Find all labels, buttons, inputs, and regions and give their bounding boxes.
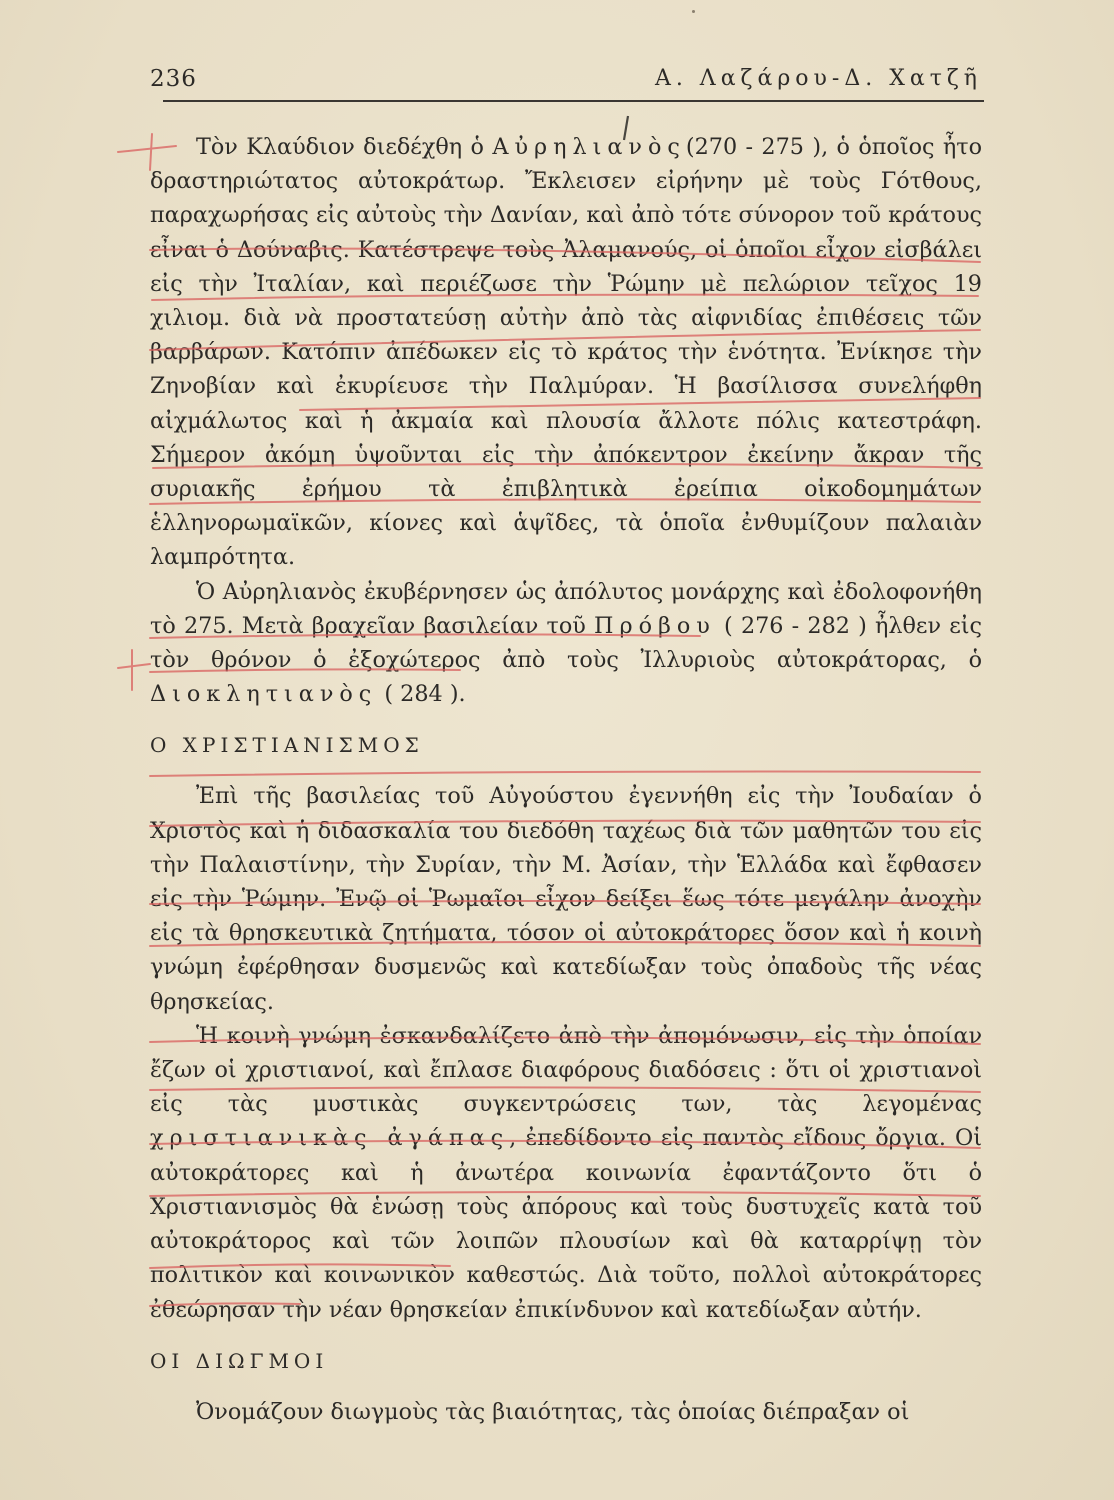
p2-after: ( 284 ). (377, 681, 466, 708)
running-head: Α. Λαζάρου-Δ. Χατζῆ (654, 66, 982, 91)
p2-before: Ὁ Αὐρηλιανὸς ἐκυβέρνησεν ὡς ἀπόλυτος μονάρχης καὶ ἐδολοφονήθη τὸ 275. Μετὰ βραχεῖαν βασιλείαν τοῦ (150, 578, 982, 639)
body-text (150, 130, 982, 1429)
name-probus: Πρόβου (594, 612, 716, 639)
paragraph-public-opinion (150, 1019, 982, 1327)
name-aurelianos: Αὐρηλιανὸς (492, 134, 686, 160)
heading-persecutions: ΟΙ ΔΙΩΓΜΟΙ (150, 1348, 329, 1373)
paragraph-birth-of-christ: Ἐπὶ τῆς βασιλείας τοῦ Αὐγούστου ἐγεννήθη εἰς τὴν Ἰουδαίαν ὁ Χριστὸς καὶ ἡ διδασκαλία του διεδόθη ταχέως διὰ τῶν μαθητῶν του εἰς τὴν Παλαιστίνην, τὴν Συρίαν, τὴν Μ. Ἀσίαν, τὴν Ἑλλάδα καὶ ἔφθασεν εἰς τὴν Ῥώμην. Ἐνῷ οἱ Ῥωμαῖοι εἶχον δείξει ἕως τότε μεγάλην ἀνοχὴν εἰς τὰ θρησκευτικὰ ζητήματα, τόσον οἱ αὐτοκράτορες ὅσον καὶ ἡ κοινὴ γνώμη ἐφέρθησαν δυσμενῶς καὶ κατεδίωξαν τοὺς ὀπαδοὺς τῆς νέας θρησκείας. (150, 783, 982, 1015)
name-diocletian: Διοκλητιανὸς (150, 681, 378, 708)
phrase-christian-agapes: χριστιανικὰς ἀγάπας (150, 1125, 510, 1152)
header-rule (163, 100, 984, 102)
p2-middle: ( 276 - 282 ) ἦλθεν εἰς τὸν θρόνον ὁ ἐξοχώτερος ἀπὸ τοὺς Ἰλλυριοὺς αὐτοκράτορας, ὁ (150, 612, 983, 674)
pencil-plus-mark-bottom (118, 664, 150, 668)
p1-before: Τὸν Κλαύδιον διεδέχθη ὁ (196, 134, 493, 160)
p4-after: , ἐπεδίδοντο εἰς παντὸς εἴδους ὄργια. Οἱ αὐτοκράτορες καὶ ἡ ἀνωτέρα κοινωνία ἐφαντάζοντο ὅτι ὁ Χριστιανισμὸς θὰ ἑνώσῃ τοὺς ἀπόρους καὶ τοὺς δυστυχεῖς κατὰ τοῦ αὐτοκράτορος καὶ τῶν λοιπῶν πλουσίων καὶ θὰ καταρρίψῃ τὸν πολιτικὸν καὶ κοινωνικὸν καθεστώς. Διὰ τοῦτο, πολλοὶ αὐτοκράτορες ἐθεώρησαν τὴν νέαν θρησκείαν ἐπικίνδυνον καὶ κατεδίωξαν αὐτήν. (150, 1125, 982, 1323)
paragraph-aurelian (150, 130, 982, 575)
paragraph-probus-diocletian (150, 575, 982, 712)
p4-before: Ἡ κοινὴ γνώμη ἐσκανδαλίζετο ἀπὸ τὴν ἀπομόνωσιν, εἰς τὴν ὁποίαν ἔζων οἱ χριστιανοί, καὶ ἔπλασε διαφόρους διαδόσεις : ὅτι οἱ χριστιανοὶ εἰς τὰς μυστικὰς συγκεντρώσεις των, τὰς λεγομένας (150, 1022, 982, 1118)
heading-christianity: Ο ΧΡΙΣΤΙΑΝΙΣΜΟΣ (150, 733, 424, 758)
speck (692, 10, 695, 13)
page-header (150, 66, 982, 96)
page-number: 236 (150, 66, 197, 92)
p1-after: (270 - 275 ), ὁ ὁποῖος ἦτο δραστηριώτατος αὐτοκράτωρ. Ἔκλεισεν εἰρήνην μὲ τοὺς Γότθους, παραχωρήσας εἰς αὐτοὺς τὴν Δανίαν, καὶ ἀπὸ τότε σύνορον τοῦ κράτους εἶναι ὁ Δούναβις. Κατέστρεψε τοὺς Ἀλαμανούς, οἱ ὁποῖοι εἶχον εἰσβάλει εἰς τὴν Ἰταλίαν, καὶ περιέζωσε τὴν Ῥώμην μὲ πελώριον τεῖχος 19 χιλιομ. διὰ νὰ προστατεύσῃ αὐτὴν ἀπὸ τὰς αἰφνιδίας ἐπιθέσεις τῶν βαρβάρων. Κατόπιν ἀπέδωκεν εἰς τὸ κράτος τὴν ἑνότητα. Ἐνίκησε τὴν Ζηνοβίαν καὶ ἐκυρίευσε τὴν Παλμύραν. Ἡ βασίλισσα συνελήφθη αἰχμάλωτος καὶ ἡ ἀκμαία καὶ πλουσία ἄλλοτε πόλις κατεστράφη. Σήμερον ἀκόμη ὑψοῦνται εἰς τὴν ἀπόκεντρον ἐκείνην ἄκραν τῆς συριακῆς ἐρήμου τὰ ἐπιβλητικὰ ἐρείπια οἰκοδομημάτων ἑλληνορωμαϊκῶν, κίονες καὶ ἁψῖδες, τὰ ὁποῖα ἐνθυμίζουν παλαιὰν λαμπρότητα. (150, 134, 983, 571)
paragraph-persecutions: Ὀνομάζουν διωγμοὺς τὰς βιαιότητας, τὰς ὁποίας διέπραξαν οἱ (196, 1398, 910, 1425)
